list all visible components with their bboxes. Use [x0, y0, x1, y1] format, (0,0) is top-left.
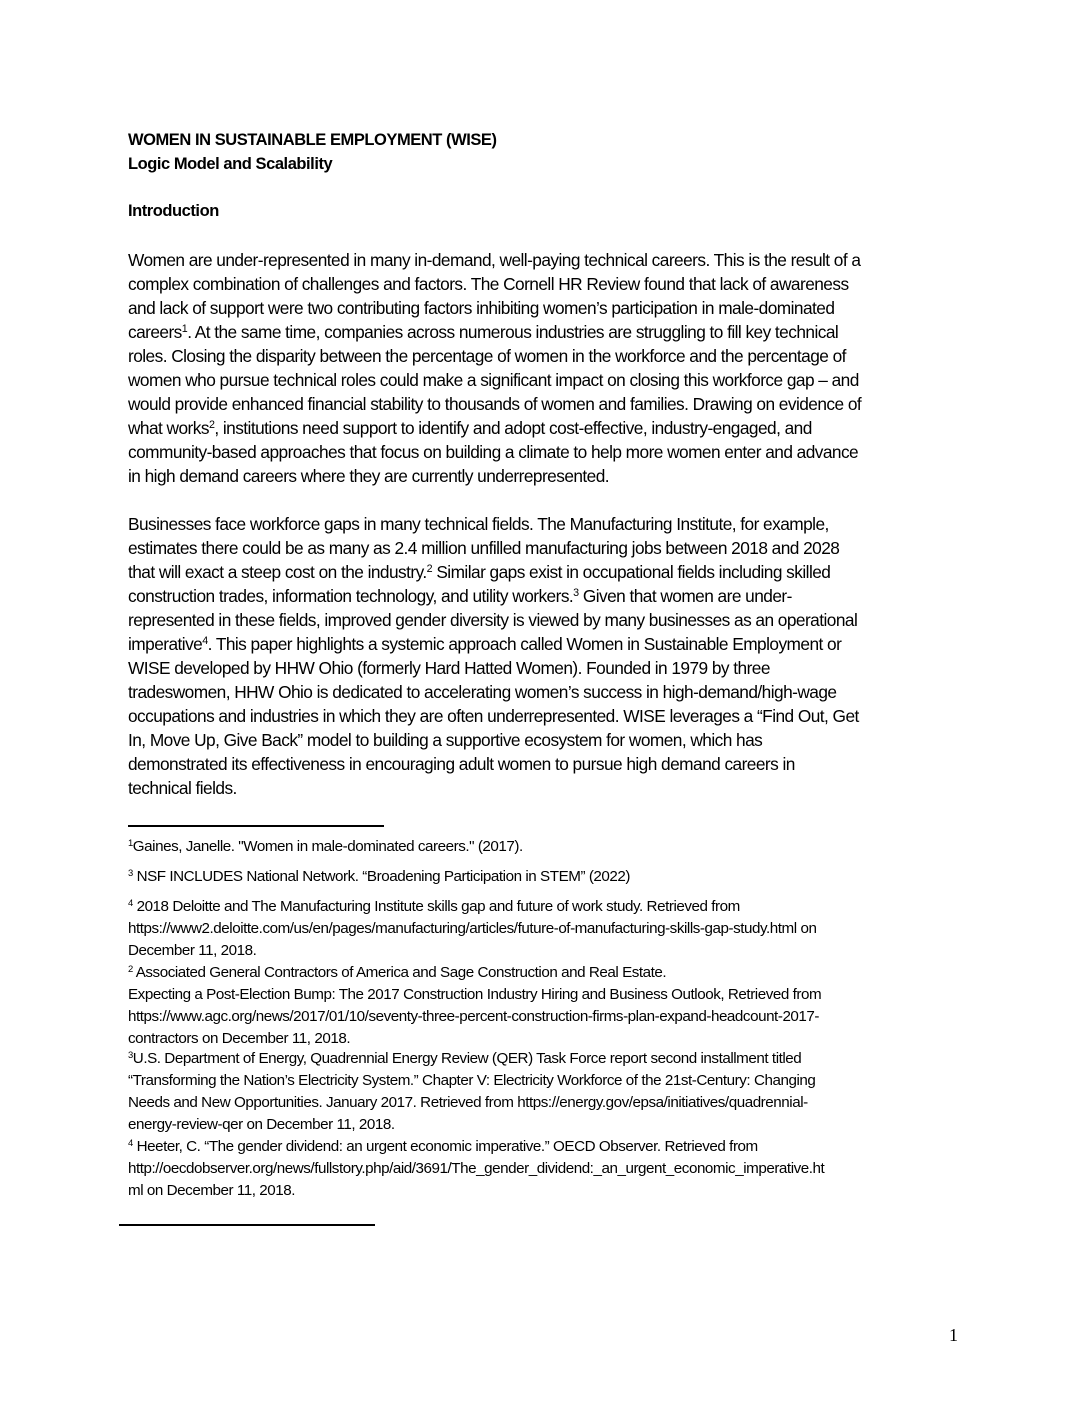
document-title: WOMEN IN SUSTAINABLE EMPLOYMENT (WISE) — [128, 131, 497, 149]
footnote-line: https://www2.deloitte.com/us/en/pages/manufacturing/articles/future-of-manufacturing-skills-gap-study.html on — [128, 920, 817, 937]
footnote-line: ml on December 11, 2018. — [128, 1182, 296, 1199]
footnote-line: “Transforming the Nation’s Electricity System.” Chapter V: Electricity Workforce of the 21st-Century: Changing — [128, 1072, 816, 1089]
footnote — [128, 896, 816, 962]
footnote-reference: 2 — [426, 563, 433, 576]
footnote-line: energy-review-qer on December 11, 2018. — [128, 1116, 395, 1133]
paragraph-line: community-based approaches that focus on building a climate to help more women enter and advance — [128, 442, 859, 462]
footnote — [128, 836, 523, 858]
footnote-line: Needs and New Opportunities. January 2017. Retrieved from https://energy.gov/epsa/initiatives/quadrennial- — [128, 1094, 808, 1111]
footnote-line: http://oecdobserver.org/news/fullstory.php/aid/3691/The_gender_dividend:_an_urgent_economic_imperative.ht — [128, 1160, 825, 1177]
paragraph-workforce-gaps — [128, 512, 859, 800]
footnote-reference: 2 — [128, 962, 133, 974]
paragraph-line: Women are under-represented in many in-demand, well-paying technical careers. This is the result of a — [128, 250, 861, 270]
footnote-reference: 4 — [128, 896, 133, 908]
footnote-reference: 4 — [128, 1136, 133, 1148]
footnote — [128, 962, 821, 1050]
paragraph-line: construction trades, information technology, and utility workers.$^3$ Given that women are under- — [128, 586, 792, 606]
paragraph-line: Businesses face workforce gaps in many technical fields. The Manufacturing Institute, for example, — [128, 514, 829, 534]
footnote-line: $^4$ Heeter, C. “The gender dividend: an urgent economic imperative.” OECD Observer. Retrieved from — [128, 1136, 758, 1155]
footnote-reference: 3 — [128, 1048, 133, 1060]
footnote-reference: 3 — [573, 587, 579, 600]
footnote-separator-bottom — [119, 1224, 375, 1226]
section-heading-introduction: Introduction — [128, 202, 219, 220]
paragraph-line: In, Move Up, Give Back” model to building a supportive ecosystem for women, which has — [128, 730, 763, 750]
footnote-separator — [128, 825, 384, 827]
footnote-line: contractors on December 11, 2018. — [128, 1030, 351, 1047]
paragraph-line: occupations and industries in which they are often underrepresented. WISE leverages a “Find Out, Get — [128, 706, 859, 726]
paragraph-line: roles. Closing the disparity between the percentage of women in the workforce and the percentage of — [128, 346, 846, 366]
paragraph-line: careers$^1$. At the same time, companies across numerous industries are struggling to fill key technical — [128, 322, 839, 342]
footnote — [128, 866, 630, 888]
footnote-line: $^3$U.S. Department of Energy, Quadrennial Energy Review (QER) Task Force report second installment titled — [128, 1048, 802, 1067]
footnote-reference: 4 — [202, 635, 208, 648]
footnote-line: $^2$ Associated General Contractors of America and Sage Construction and Real Estate. — [128, 962, 667, 981]
footnote-line: https://www.agc.org/news/2017/01/10/seventy-three-percent-construction-firms-plan-expand-headcount-2017- — [128, 1008, 820, 1025]
paragraph-line: that will exact a steep cost on the industry.$^2$ Similar gaps exist in occupational fields including skilled — [128, 562, 831, 582]
footnote-line: $^4$ 2018 Deloitte and The Manufacturing Institute skills gap and future of work study. Retrieved from — [128, 896, 740, 915]
paragraph-line: estimates there could be as many as 2.4 million unfilled manufacturing jobs between 2018 and 2028 — [128, 538, 840, 558]
paragraph-line: WISE developed by HHW Ohio (formerly Hard Hatted Women). Founded in 1979 by three — [128, 658, 770, 678]
footnote-reference: 1 — [128, 836, 133, 848]
paragraph-line: would provide enhanced financial stability to thousands of women and families. Drawing on evidence of — [128, 394, 862, 414]
footnote-reference: 2 — [208, 419, 215, 432]
footnote-line: Expecting a Post-Election Bump: The 2017 Construction Industry Hiring and Business Outlook, Retrieved from — [128, 986, 822, 1003]
paragraph-line: women who pursue technical roles could make a significant impact on closing this workforce gap – and — [128, 370, 859, 390]
document-subtitle: Logic Model and Scalability — [128, 155, 333, 173]
paragraph-line: represented in these fields, improved gender diversity is viewed by many businesses as an operational — [128, 610, 858, 630]
footnote-line: $^3$ NSF INCLUDES National Network. “Broadening Participation in STEM” (2022) — [128, 866, 631, 885]
footnote-line: December 11, 2018. — [128, 942, 257, 959]
paragraph-introduction — [128, 248, 861, 488]
paragraph-line: imperative$^4$. This paper highlights a systemic approach called Women in Sustainable Employment or — [128, 634, 842, 654]
paragraph-line: tradeswomen, HHW Ohio is dedicated to accelerating women’s success in high-demand/high-wage — [128, 682, 837, 702]
footnote-reference: 1 — [181, 323, 188, 336]
paragraph-line: complex combination of challenges and factors. The Cornell HR Review found that lack of awareness — [128, 274, 849, 294]
footnote — [128, 1136, 824, 1202]
paragraph-line: and lack of support were two contributing factors inhibiting women’s participation in male-dominated — [128, 298, 835, 318]
paragraph-line: technical fields. — [128, 778, 237, 798]
paragraph-line: demonstrated its effectiveness in encouraging adult women to pursue high demand careers in — [128, 754, 795, 774]
footnote-reference: 3 — [128, 866, 133, 878]
footnote-line: $^1$Gaines, Janelle. "Women in male-dominated careers." (2017). — [128, 836, 523, 855]
footnote — [128, 1048, 815, 1136]
page-number: 1 — [949, 1325, 958, 1345]
paragraph-line: what works$^2$, institutions need support to identify and adopt cost-effective, industry-engaged, and — [128, 418, 812, 438]
paragraph-line: in high demand careers where they are currently underrepresented. — [128, 466, 610, 486]
